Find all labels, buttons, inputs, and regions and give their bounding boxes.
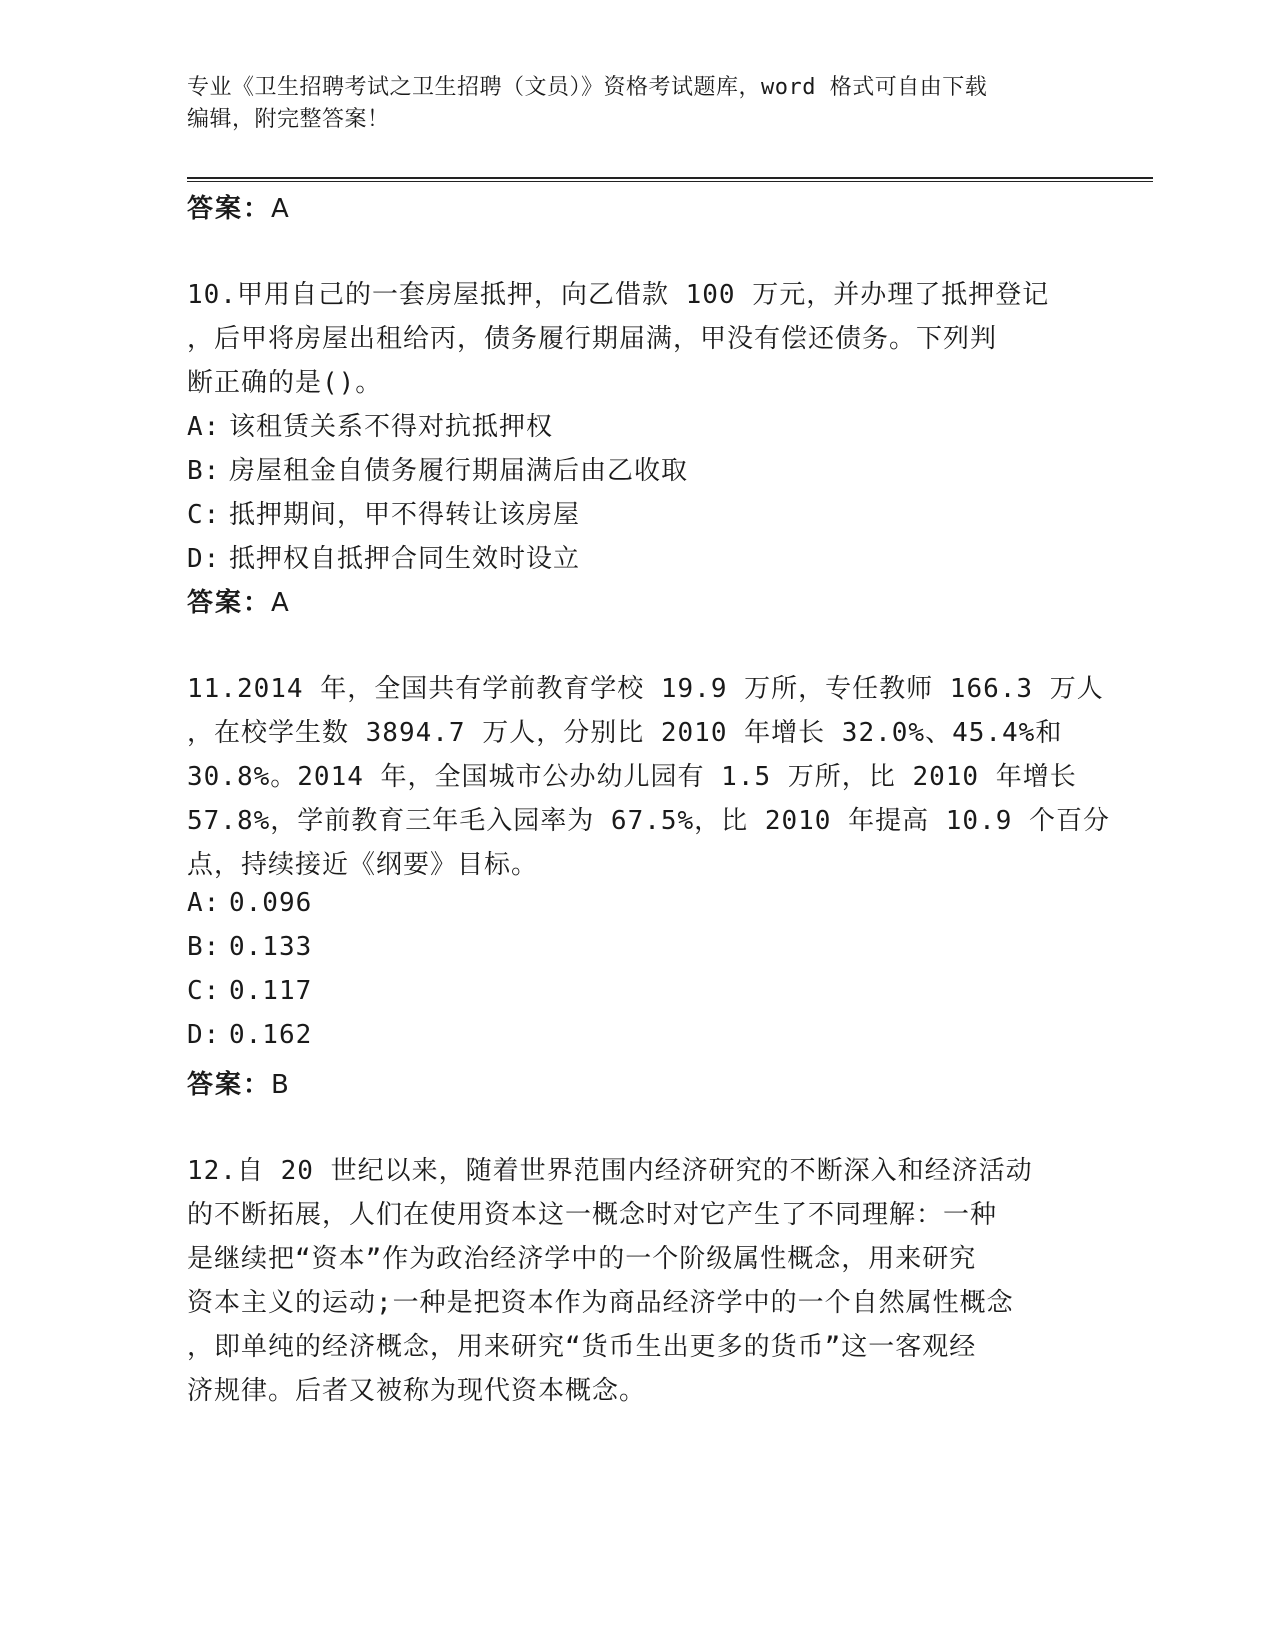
option-text: 0.162: [229, 1020, 313, 1050]
question-12-line-5: ，即单纯的经济概念，用来研究“货币生出更多的货币”这一客观经: [187, 1332, 977, 1362]
question-11-option-c: [187, 976, 312, 1006]
option-text: 房屋租金自债务履行期届满后由乙收取: [229, 456, 689, 486]
answer-value: A: [271, 588, 291, 618]
option-key: D:: [187, 544, 221, 574]
header-rule-thick: [187, 177, 1153, 179]
header-line-1: 专业《卫生招聘考试之卫生招聘（文员）》资格考试题库，word 格式可自由下载: [187, 75, 988, 100]
question-10-option-d: [187, 538, 580, 575]
option-text: 抵押权自抵押合同生效时设立: [229, 544, 581, 574]
option-key: B:: [187, 932, 221, 962]
question-10-line-1: 10.甲用自己的一套房屋抵押，向乙借款 100 万元，并办理了抵押登记: [187, 280, 1050, 310]
question-10-option-b: [187, 450, 688, 487]
question-12-line-2: 的不断拓展，人们在使用资本这一概念时对它产生了不同理解：一种: [187, 1200, 998, 1230]
page-header: [187, 72, 1087, 136]
question-11-line-4: 57.8%，学前教育三年毛入园率为 67.5%，比 2010 年提高 10.9 个百分: [187, 806, 1111, 836]
question-10-option-a: [187, 406, 553, 443]
question-10-line-3: 断正确的是()。: [187, 368, 383, 398]
answer-value: A: [271, 194, 291, 224]
header-line-2: 编辑，附完整答案！: [187, 107, 390, 132]
answer-label: 答案：: [187, 194, 272, 224]
question-10-option-c: [187, 494, 580, 531]
question-11-option-a: [187, 888, 312, 918]
question-12-line-4: 资本主义的运动;一种是把资本作为商品经济学中的一个自然属性概念: [187, 1288, 1014, 1318]
question-11-line-5: 点，持续接近《纲要》目标。: [187, 850, 539, 880]
option-text: 0.096: [229, 888, 313, 918]
question-10-line-2: ，后甲将房屋出租给丙，债务履行期届满，甲没有偿还债务。下列判: [187, 324, 998, 354]
option-text: 0.117: [229, 976, 313, 1006]
option-text: 该租赁关系不得对抗抵押权: [229, 412, 554, 442]
option-key: B:: [187, 456, 221, 486]
question-12-line-3: 是继续把“资本”作为政治经济学中的一个阶级属性概念，用来研究: [187, 1244, 977, 1274]
option-key: A:: [187, 412, 221, 442]
question-11-option-b: [187, 932, 312, 962]
option-key: C:: [187, 976, 221, 1006]
answer-label: 答案：: [187, 588, 272, 618]
question-12-line-1: 12.自 20 世纪以来，随着世界范围内经济研究的不断深入和经济活动: [187, 1156, 1033, 1186]
header-rule-thin: [187, 181, 1153, 182]
option-key: D:: [187, 1020, 221, 1050]
question-12-line-6: 济规律。后者又被称为现代资本概念。: [187, 1376, 647, 1406]
option-key: C:: [187, 500, 221, 530]
question-11-option-d: [187, 1020, 312, 1050]
option-text: 0.133: [229, 932, 313, 962]
answer-value: B: [271, 1070, 291, 1100]
option-key: A:: [187, 888, 221, 918]
question-11-line-3: 30.8%。2014 年，全国城市公办幼儿园有 1.5 万所，比 2010 年增长: [187, 762, 1077, 792]
question-11-answer: [187, 1064, 291, 1101]
question-11-line-1: 11.2014 年，全国共有学前教育学校 19.9 万所，专任教师 166.3 万人: [187, 674, 1104, 704]
question-10-answer: [187, 582, 291, 619]
question-11-line-2: ，在校学生数 3894.7 万人，分别比 2010 年增长 32.0%、45.4%和: [187, 718, 1063, 748]
answer-previous: [187, 188, 291, 225]
answer-label: 答案：: [187, 1070, 272, 1100]
option-text: 抵押期间，甲不得转让该房屋: [229, 500, 581, 530]
